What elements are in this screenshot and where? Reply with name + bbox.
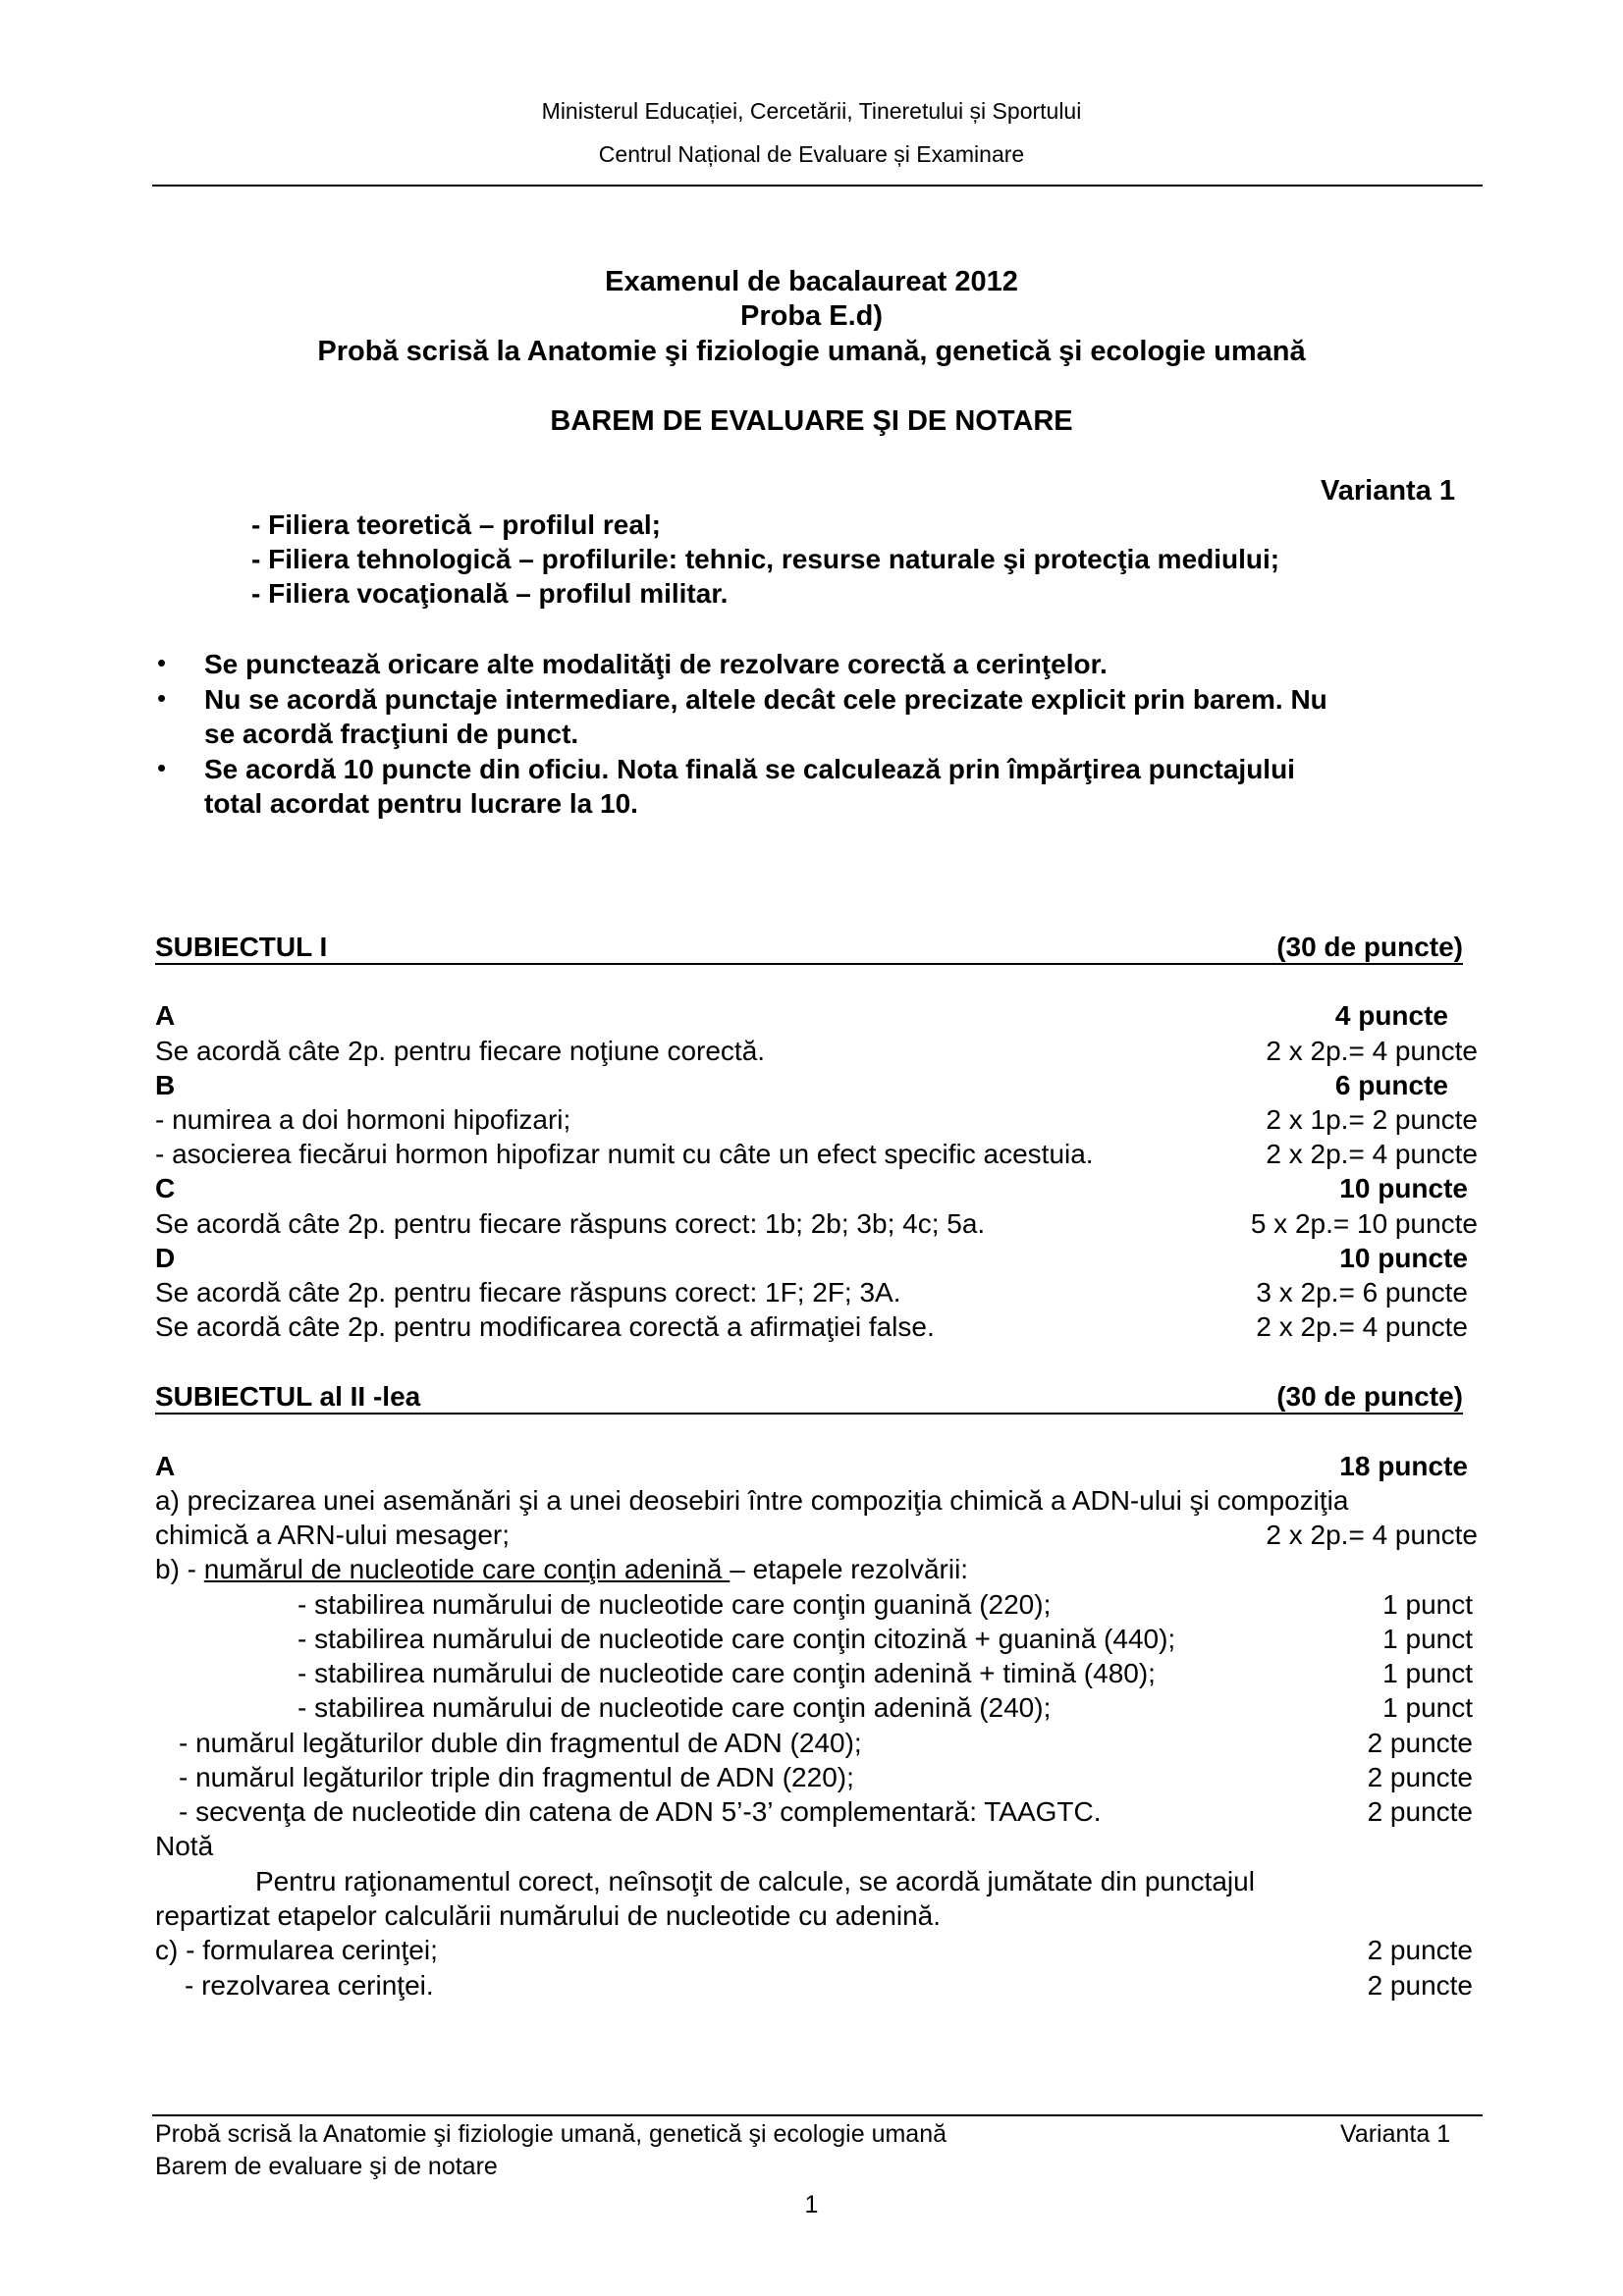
s1-d-item-2-score: 2 x 2p.= 4 puncte xyxy=(1256,1311,1468,1342)
s1-a-text: Se acordă câte 2p. pentru fiecare noţiune corectă. xyxy=(155,1036,766,1066)
s2-b-step-4-score: 1 punct xyxy=(1382,1692,1473,1723)
nota-text-line2: repartizat etapelor calculării numărului de nucleotide cu adenină. xyxy=(155,1900,942,1931)
s1-b-item-1-score: 2 x 1p.= 2 puncte xyxy=(1266,1104,1478,1135)
section-1-title: SUBIECTUL I xyxy=(155,932,328,962)
header-rule xyxy=(152,185,1483,187)
s1-b-label: B xyxy=(155,1070,176,1100)
page-number: 1 xyxy=(804,2191,819,2218)
filiera-3: - Filiera vocaţională – profilul militar. xyxy=(251,578,729,609)
s2-b-step-2: - stabilirea numărului de nucleotide care conţin citozină + guanină (440); xyxy=(298,1624,1176,1654)
exam-proba: Proba E.d) xyxy=(739,300,883,332)
s1-a-label: A xyxy=(155,1000,176,1031)
filiera-1: - Filiera teoretică – profilul real; xyxy=(251,509,662,540)
bullet-icon: • xyxy=(157,648,167,677)
s2-b-item-7-score: 2 puncte xyxy=(1367,1796,1473,1827)
s1-a-points: 4 puncte xyxy=(1334,1000,1448,1031)
s2-b-underlined: numărul de nucleotide care conţin adenină xyxy=(203,1554,730,1584)
s1-b-points: 6 puncte xyxy=(1334,1070,1448,1100)
s2-b-heading xyxy=(155,1553,968,1586)
s2-c-item-2-score: 2 puncte xyxy=(1367,1970,1473,2001)
section-2-points: (30 de puncte) xyxy=(1276,1381,1463,1412)
filiera-2: - Filiera tehnologică – profilurile: tehnic, resurse naturale şi protecţia mediului; xyxy=(251,544,1280,574)
s2-b-step-4: - stabilirea numărului de nucleotide care conţin adenină (240); xyxy=(298,1692,1052,1723)
barem-title: BAREM DE EVALUARE ŞI DE NOTARE xyxy=(550,405,1073,437)
s2-a-text-line2: chimică a ARN-ului mesager; xyxy=(155,1520,511,1550)
s1-b-item-2: - asocierea fiecărui hormon hipofizar numit cu câte un efect specific acestuia. xyxy=(155,1139,1094,1169)
exam-title: Examenul de bacalaureat 2012 xyxy=(605,266,1018,297)
header-center: Centrul Național de Evaluare și Examinare xyxy=(598,141,1025,167)
s2-b-item-6-score: 2 puncte xyxy=(1367,1762,1473,1792)
s1-b-item-2-score: 2 x 2p.= 4 puncte xyxy=(1266,1139,1478,1169)
s2-b-step-1: - stabilirea numărului de nucleotide care conţin guanină (220); xyxy=(298,1589,1052,1620)
section-1-points: (30 de puncte) xyxy=(1276,932,1463,962)
s2-b-item-6: - numărul legăturilor triple din fragmentul de ADN (220); xyxy=(179,1762,854,1792)
bullet-icon: • xyxy=(157,753,167,782)
rule-2-line1: Nu se acordă punctaje intermediare, altele decât cele precizate explicit prin barem. Nu xyxy=(204,684,1327,715)
s1-c-text: Se acordă câte 2p. pentru fiecare răspuns corect: 1b; 2b; 3b; 4c; 5a. xyxy=(155,1208,986,1239)
footer-variant: Varianta 1 xyxy=(1340,2120,1451,2148)
s2-b-step-3-score: 1 punct xyxy=(1382,1658,1473,1688)
s2-b-item-5: - numărul legăturilor duble din fragmentul de ADN (240); xyxy=(179,1728,862,1758)
nota-label: Notă xyxy=(155,1831,214,1861)
rule-3-line1: Se acordă 10 puncte din oficiu. Nota finală se calculează prin împărţirea punctajului xyxy=(204,754,1295,784)
s2-b-prefix: b) - xyxy=(155,1554,204,1584)
header-ministry: Ministerul Educației, Cercetării, Tineretului și Sportului xyxy=(541,98,1082,124)
s2-a-score: 2 x 2p.= 4 puncte xyxy=(1266,1520,1478,1550)
bullet-icon: • xyxy=(157,683,167,713)
s1-a-score: 2 x 2p.= 4 puncte xyxy=(1266,1036,1478,1066)
s1-c-score: 5 x 2p.= 10 puncte xyxy=(1250,1208,1478,1239)
s1-c-points: 10 puncte xyxy=(1339,1173,1468,1203)
s1-d-points: 10 puncte xyxy=(1339,1243,1468,1273)
exam-subject: Probă scrisă la Anatomie şi fiziologie umană, genetică şi ecologie umană xyxy=(317,336,1306,367)
section-2-title: SUBIECTUL al II -lea xyxy=(155,1381,421,1412)
s2-b-item-5-score: 2 puncte xyxy=(1367,1728,1473,1758)
footer-barem: Barem de evaluare şi de notare xyxy=(155,2153,498,2180)
s2-b-step-1-score: 1 punct xyxy=(1382,1589,1473,1620)
rule-2-line2: se acordă fracţiuni de punct. xyxy=(204,719,579,749)
s2-c-item-1-score: 2 puncte xyxy=(1367,1935,1473,1965)
s1-d-label: D xyxy=(155,1243,176,1273)
variant-label: Varianta 1 xyxy=(1321,475,1456,507)
s2-b-suffix: – etapele rezolvării: xyxy=(730,1554,969,1584)
nota-text-line1: Pentru raţionamentul corect, neînsoţit de calcule, se acordă jumătate din punctajul xyxy=(255,1866,1255,1896)
section-2-underline xyxy=(155,1413,1463,1415)
s1-d-item-1-score: 3 x 2p.= 6 puncte xyxy=(1256,1277,1468,1308)
s2-a-label: A xyxy=(155,1451,176,1481)
s2-c-item-2: - rezolvarea cerinţei. xyxy=(185,1970,434,2001)
footer-rule xyxy=(152,2114,1483,2116)
s2-b-step-2-score: 1 punct xyxy=(1382,1624,1473,1654)
s1-d-item-1: Se acordă câte 2p. pentru fiecare răspuns corect: 1F; 2F; 3A. xyxy=(155,1277,901,1308)
rule-3-line2: total acordat pentru lucrare la 10. xyxy=(204,788,638,819)
s1-c-label: C xyxy=(155,1173,176,1203)
section-1-underline xyxy=(155,963,1463,965)
s2-c-item-1: c) - formularea cerinţei; xyxy=(155,1935,438,1965)
rule-1: Se punctează oricare alte modalităţi de rezolvare corectă a cerinţelor. xyxy=(204,649,1108,679)
s1-b-item-1: - numirea a doi hormoni hipofizari; xyxy=(155,1104,571,1135)
s2-b-step-3: - stabilirea numărului de nucleotide care conţin adenină + timină (480); xyxy=(298,1658,1156,1688)
s2-b-item-7: - secvenţa de nucleotide din catena de ADN 5’-3’ complementară: TAAGTC. xyxy=(179,1796,1102,1827)
s1-d-item-2: Se acordă câte 2p. pentru modificarea corectă a afirmaţiei false. xyxy=(155,1311,935,1342)
footer-exam: Probă scrisă la Anatomie şi fiziologie umană, genetică şi ecologie umană xyxy=(155,2120,947,2148)
s2-a-points: 18 puncte xyxy=(1339,1451,1468,1481)
s2-a-text-line1: a) precizarea unei asemănări şi a unei deosebiri între compoziţia chimică a ADN-ului şi compoziţia xyxy=(155,1485,1349,1516)
